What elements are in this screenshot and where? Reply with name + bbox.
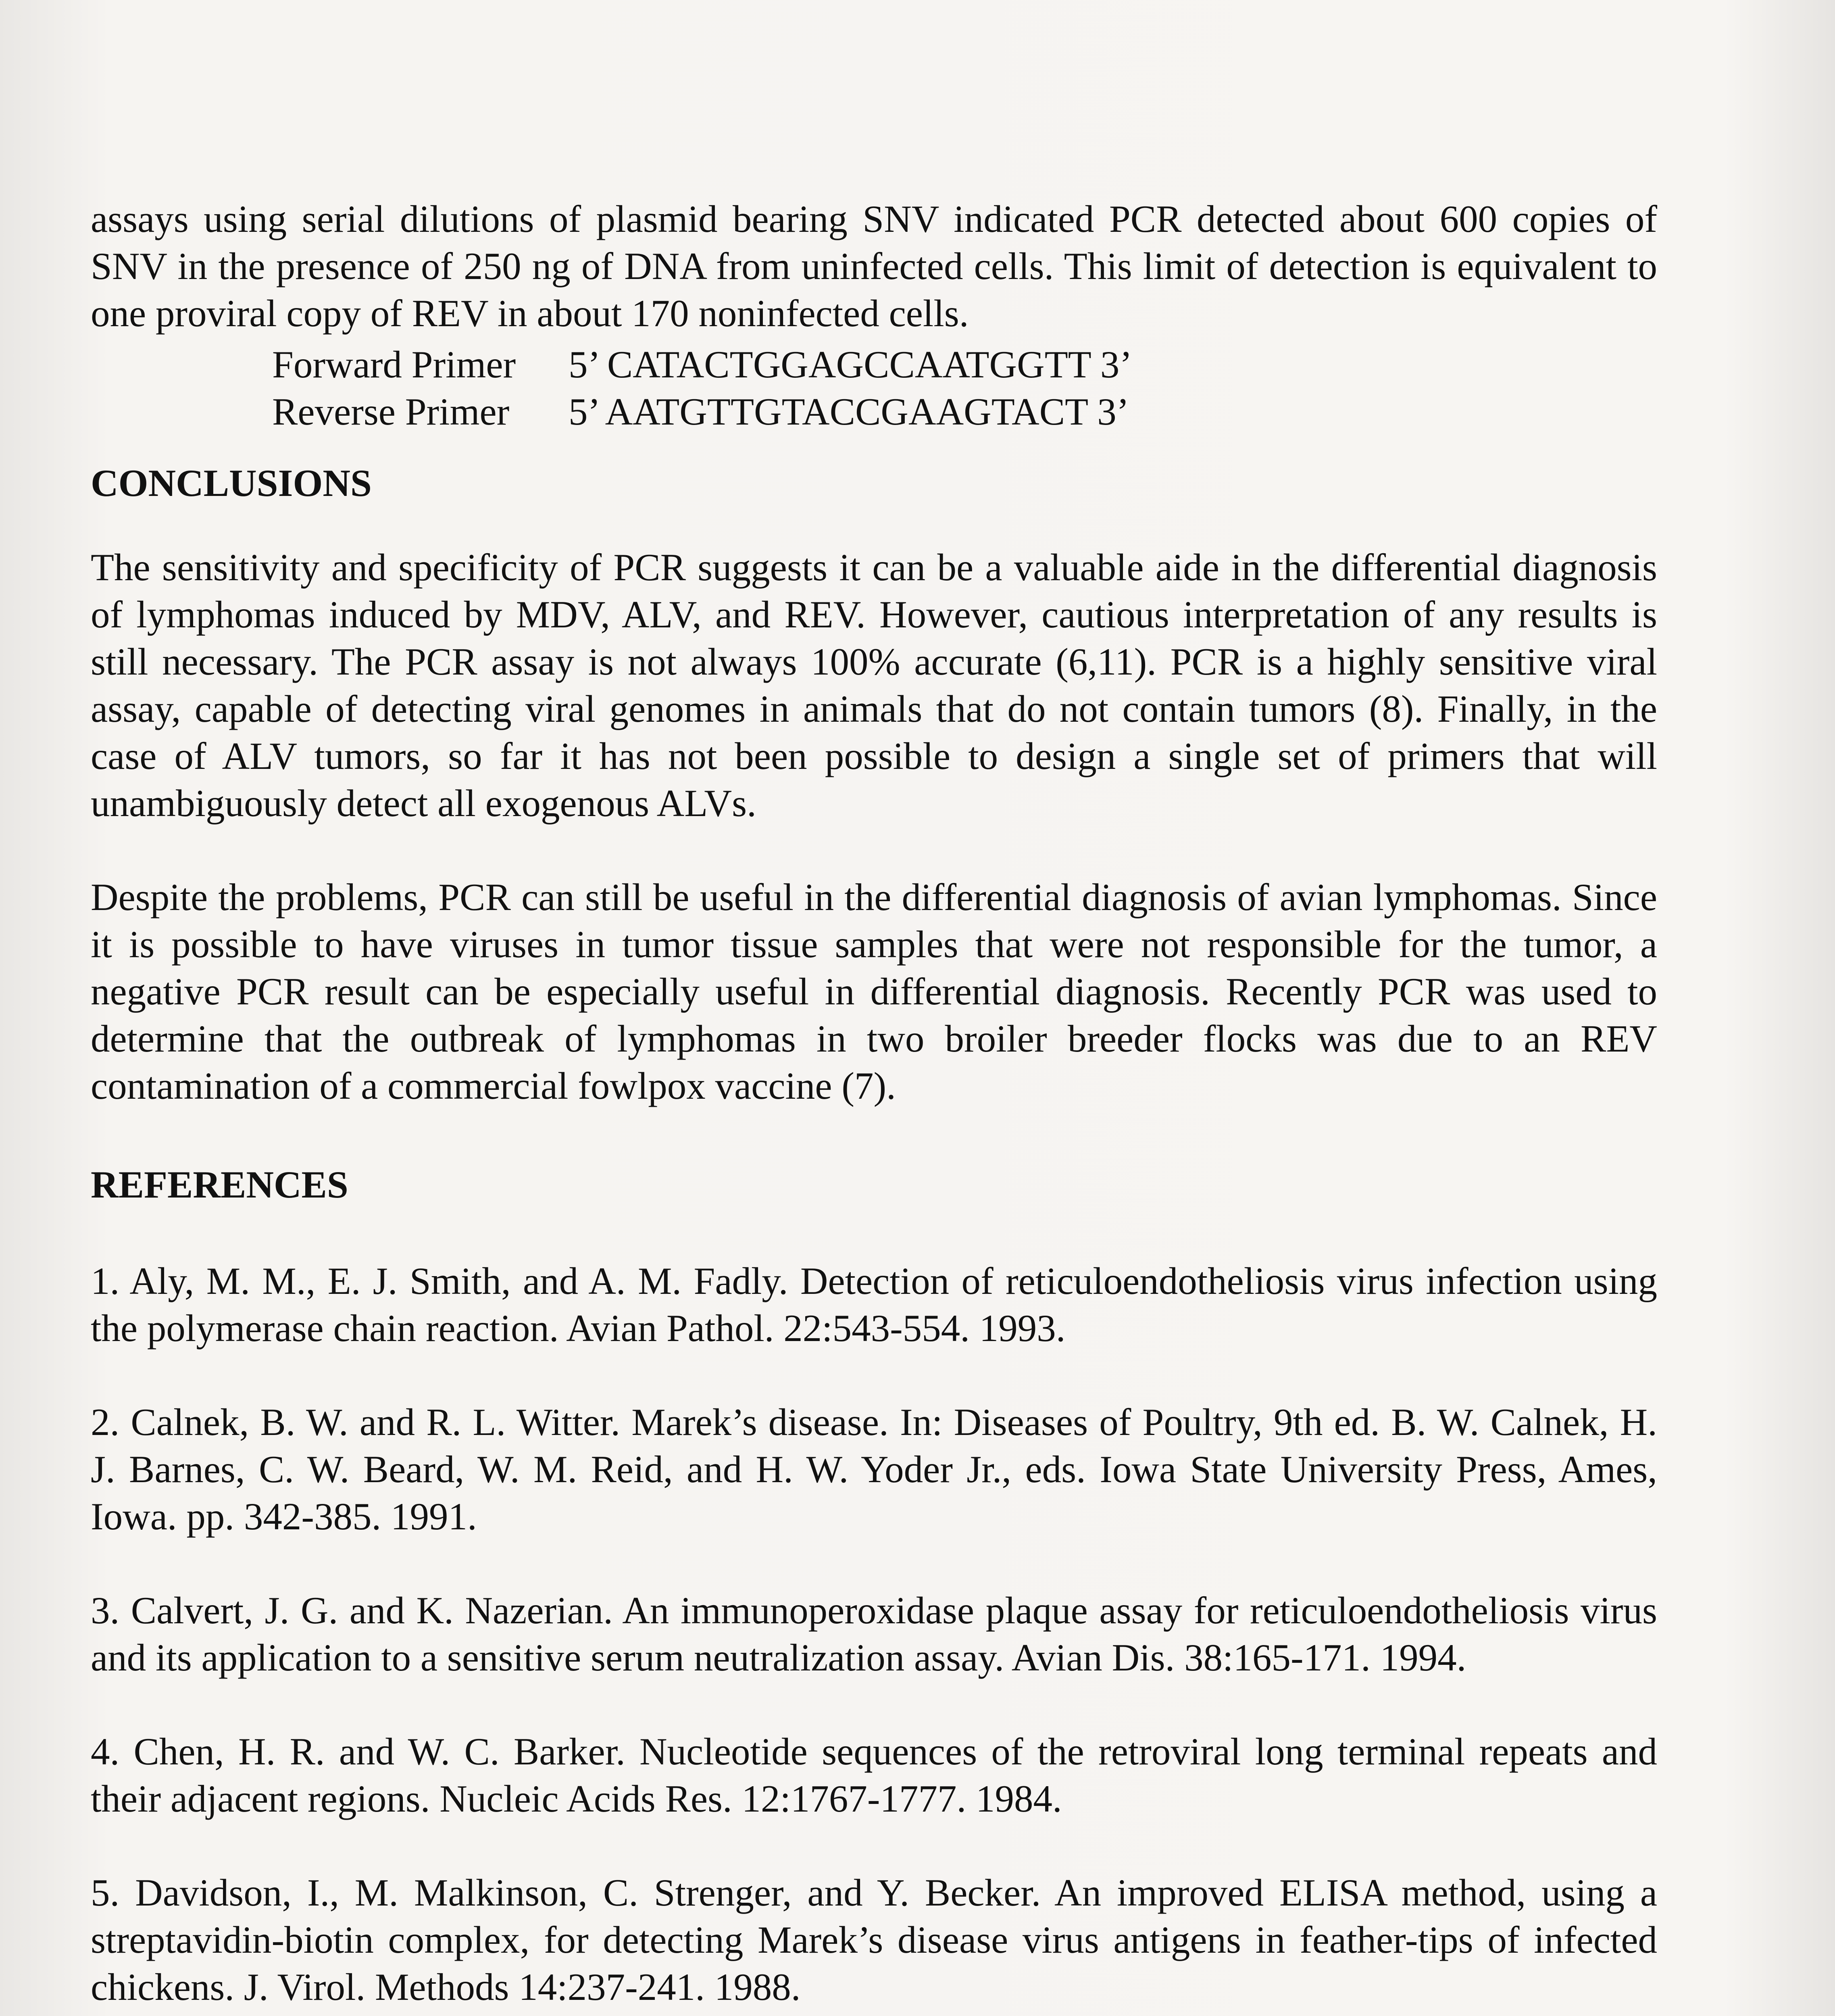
conclusions-paragraph: The sensitivity and specificity of PCR suggests it can be a valuable aide in the differential diagnosis of lymphomas induced by MDV, ALV, and REV. However, cautious interpretation of any results is still necessary. The PCR assay is not always 100% accurate (6,11). PCR is a highly sensitive viral assay, capable of detecting viral genomes in animals that do not contain tumors (8). Finally, in the case of ALV tumors, so far it has not been possible to design a single set of primers that will unambiguously detect all exogenous ALVs. bbox=[91, 546, 1657, 825]
primer-name: Forward Primer bbox=[272, 343, 516, 386]
primer-list bbox=[91, 341, 1657, 435]
conclusions-paragraph: Despite the problems, PCR can still be useful in the differential diagnosis of avian lymphomas. Since it is possible to have viruses in tumor tissue samples that were not responsible for the tumor, a negative PCR result can be especially useful in differential diagnosis. Recently PCR was used to determine that the outbreak of lymphomas in two broiler breeder flocks was due to an REV contamination of a commercial fowlpox vaccine (7). bbox=[91, 876, 1657, 1107]
reference-item: 5. Davidson, I., M. Malkinson, C. Strenger, and Y. Becker. An improved ELISA method, using a streptavidin-biotin complex, for detecting Marek’s disease virus antigens in feather-tips of infected chickens. J. Virol. Methods 14:237-241. 1988. bbox=[91, 1871, 1657, 2008]
primer-sequence: 5’ CATACTGGAGCCAATGGTT 3’ bbox=[569, 343, 1133, 386]
conclusions-heading: CONCLUSIONS bbox=[91, 462, 372, 504]
reference-item: 2. Calnek, B. W. and R. L. Witter. Marek’s disease. In: Diseases of Poultry, 9th ed. B. W. Calnek, H. J. Barnes, C. W. Beard, W. M. Reid, and H. W. Yoder Jr., eds. Iowa State University Press, Ames, Iowa. pp. 342-385. 1991. bbox=[91, 1401, 1657, 1538]
primer-name: Reverse Primer bbox=[272, 390, 510, 433]
reference-item: 1. Aly, M. M., E. J. Smith, and A. M. Fadly. Detection of reticuloendotheliosis virus infection using the polymerase chain reaction. Avian Pathol. 22:543-554. 1993. bbox=[91, 1260, 1657, 1350]
references-heading: REFERENCES bbox=[91, 1163, 348, 1206]
intro-paragraph: assays using serial dilutions of plasmid bearing SNV indicated PCR detected about 600 copies of SNV in the presence of 250 ng of DNA from uninfected cells. This limit of detection is equivalent to one proviral copy of REV in about 170 noninfected cells. bbox=[91, 198, 1657, 335]
reference-item: 3. Calvert, J. G. and K. Nazerian. An immunoperoxidase plaque assay for reticuloendotheliosis virus and its application to a sensitive serum neutralization assay. Avian Dis. 38:165-171. 1994. bbox=[91, 1589, 1657, 1679]
primer-sequence: 5’ AATGTTGTACCGAAGTACT 3’ bbox=[569, 390, 1129, 433]
primer-row-reverse bbox=[91, 388, 1657, 435]
reference-item: 4. Chen, H. R. and W. C. Barker. Nucleotide sequences of the retroviral long terminal repeats and their adjacent regions. Nucleic Acids Res. 12:1767-1777. 1984. bbox=[91, 1730, 1657, 1820]
page-content bbox=[91, 196, 1657, 2016]
primer-row-forward bbox=[91, 341, 1657, 388]
